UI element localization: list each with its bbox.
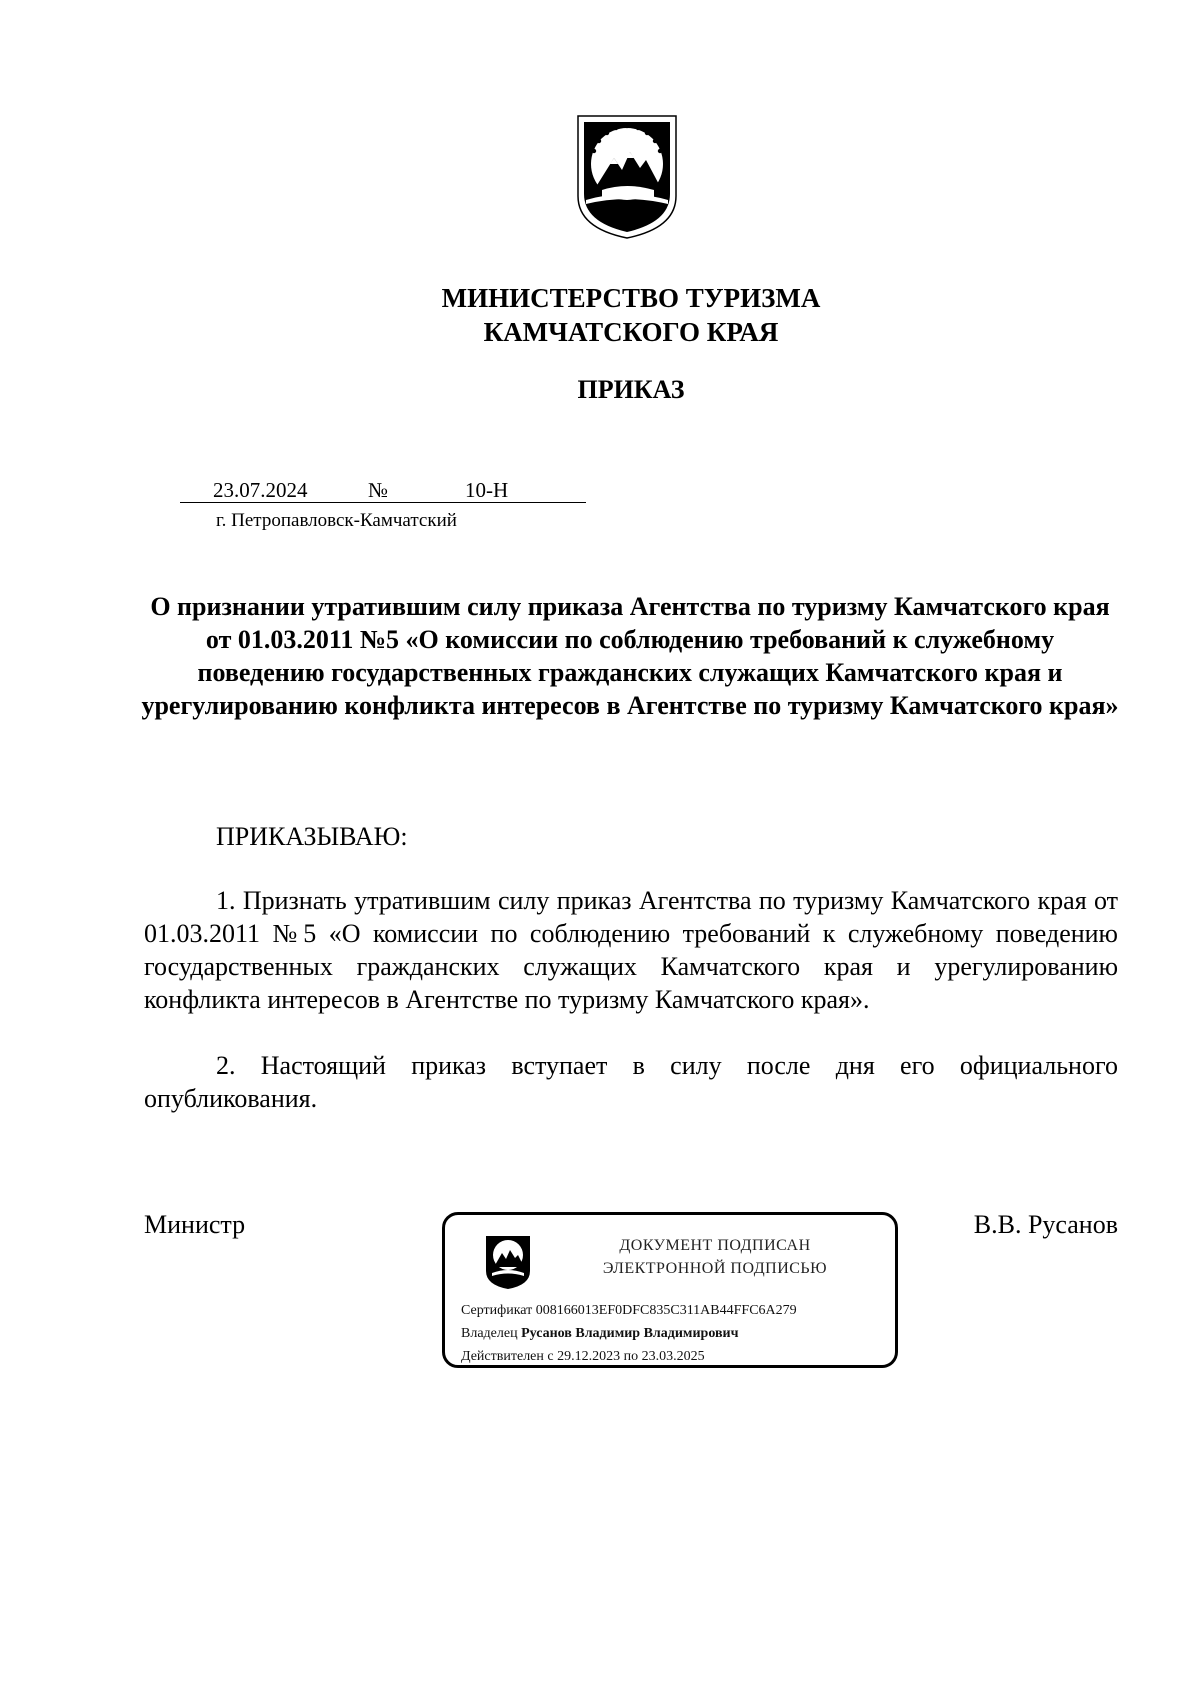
registration-line: [180, 478, 586, 503]
paragraph-1: 1. Признать утратившим силу приказ Агентства по туризму Камчатского края от 01.03.2011 №5 «О комиссии по соблюдению требований к служебному поведению государственных гражданских служащих Камчатского края и урегулированию конфликта интересов в Агентстве по туризму Камчатского края».: [144, 886, 1118, 1014]
document-type: ПРИКАЗ: [577, 375, 685, 404]
owner-label: Владелец: [461, 1326, 518, 1341]
number-sign: №: [368, 478, 389, 502]
order-heading: ПРИКАЗЫВАЮ:: [216, 822, 408, 851]
valid-from-label: с: [547, 1349, 554, 1364]
document-title: О признании утратившим силу приказа Агентства по туризму Камчатского края от 01.03.2011 №5 «О комиссии по соблюдению требований к служебному поведению государственных гражданских служащих Камчатского края и урегулированию конфликта интересов в Агентстве по туризму Камчатского края»: [141, 592, 1119, 720]
electronic-signature-stamp: [442, 1212, 898, 1368]
document-number: 10-Н: [465, 478, 509, 502]
certificate-row: [461, 1303, 797, 1319]
valid-to-date: 23.03.2025: [641, 1349, 705, 1364]
validity-label: Действителен: [461, 1349, 544, 1364]
valid-from-date: 29.12.2023: [557, 1349, 621, 1364]
ministry-name-line1: МИНИСТЕРСТВО ТУРИЗМА: [441, 283, 821, 313]
valid-to-label: по: [623, 1349, 639, 1364]
signer-position: Министр: [144, 1210, 246, 1239]
stamp-heading-line2: ЭЛЕКТРОННОЙ ПОДПИСЬЮ: [602, 1260, 828, 1277]
stamp-emblem-icon: [483, 1233, 533, 1291]
kamchatka-coat-of-arms-icon: [572, 112, 682, 240]
city-name: г. Петропавловск-Камчатский: [216, 510, 457, 531]
certificate-label: Сертификат: [461, 1303, 533, 1318]
validity-row: [461, 1349, 705, 1365]
ministry-name-line2: КАМЧАТСКОГО КРАЯ: [483, 317, 779, 347]
paragraph-2: 2. Настоящий приказ вступает в силу после дня его официального опубликования.: [144, 1051, 1118, 1113]
owner-row: [461, 1326, 739, 1342]
signer-name: В.В. Русанов: [973, 1210, 1118, 1239]
stamp-heading-line1: ДОКУМЕНТ ПОДПИСАН: [619, 1237, 811, 1254]
certificate-value: 008166013EF0DFC835C311AB44FFC6A279: [535, 1303, 797, 1318]
owner-value: Русанов Владимир Владимирович: [521, 1326, 739, 1341]
document-date: 23.07.2024: [213, 478, 308, 502]
